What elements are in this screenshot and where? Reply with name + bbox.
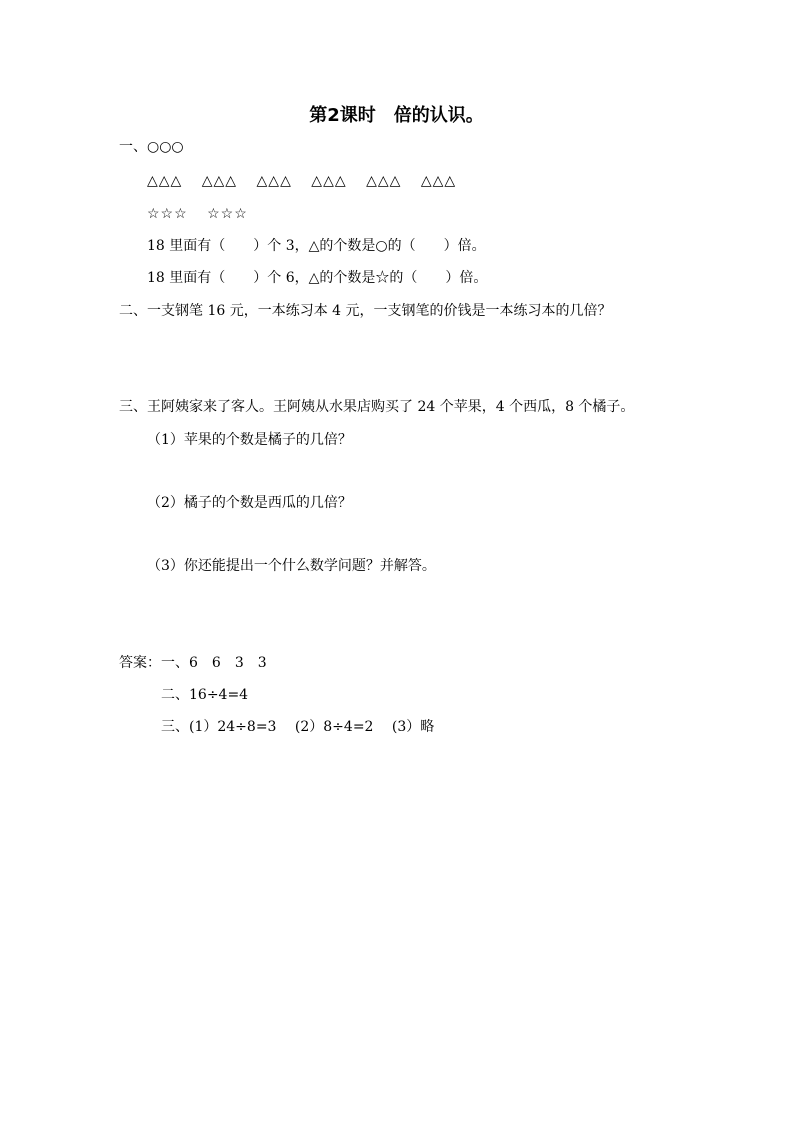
answers-line-1: 答案：一、6 6 3 3 [119,655,267,671]
triangle-group: △△△ [147,173,183,189]
triangle-group: △△△ [256,173,292,189]
q1-blank-line-1: 18 里面有（ ）个 3，△的个数是○的（ ）倍。 [147,238,486,254]
q3-sub-3: （3）你还能提出一个什么数学问题？并解答。 [147,558,436,574]
star-group: ☆☆☆ [147,206,188,222]
triangle-group: △△△ [420,173,457,189]
q1-label: 一、 [119,139,147,155]
answers-line-3: 三、(1）24÷8=3 (2）8÷4=2 (3）略 [161,719,435,735]
page-title: 第2课时 倍的认识。 [309,105,484,126]
triangle-group: △△△ [366,173,402,189]
q3-text: 三、王阿姨家来了客人。王阿姨从水果店购买了 24 个苹果，4 个西瓜，8 个橘子。 [119,399,635,415]
q3-sub-2: （2）橘子的个数是西瓜的几倍？ [147,495,352,511]
q3-sub-1: （1）苹果的个数是橘子的几倍？ [147,432,352,448]
star-group: ☆☆☆ [207,206,248,222]
triangle-group: △△△ [311,173,347,189]
q1-header [119,138,184,156]
triangle-group: △△△ [201,173,238,189]
answers-line-2: 二、16÷4=4 [161,687,249,703]
q1-blank-line-2: 18 里面有（ ）个 6，△的个数是☆的（ ）倍。 [147,270,488,286]
q2-text: 二、一支钢笔 16 元，一本练习本 4 元，一支钢笔的价钱是一本练习本的几倍？ [119,303,612,319]
circles-row: ○○○ [147,139,184,155]
stars-row [147,205,262,223]
triangles-row [147,172,470,190]
